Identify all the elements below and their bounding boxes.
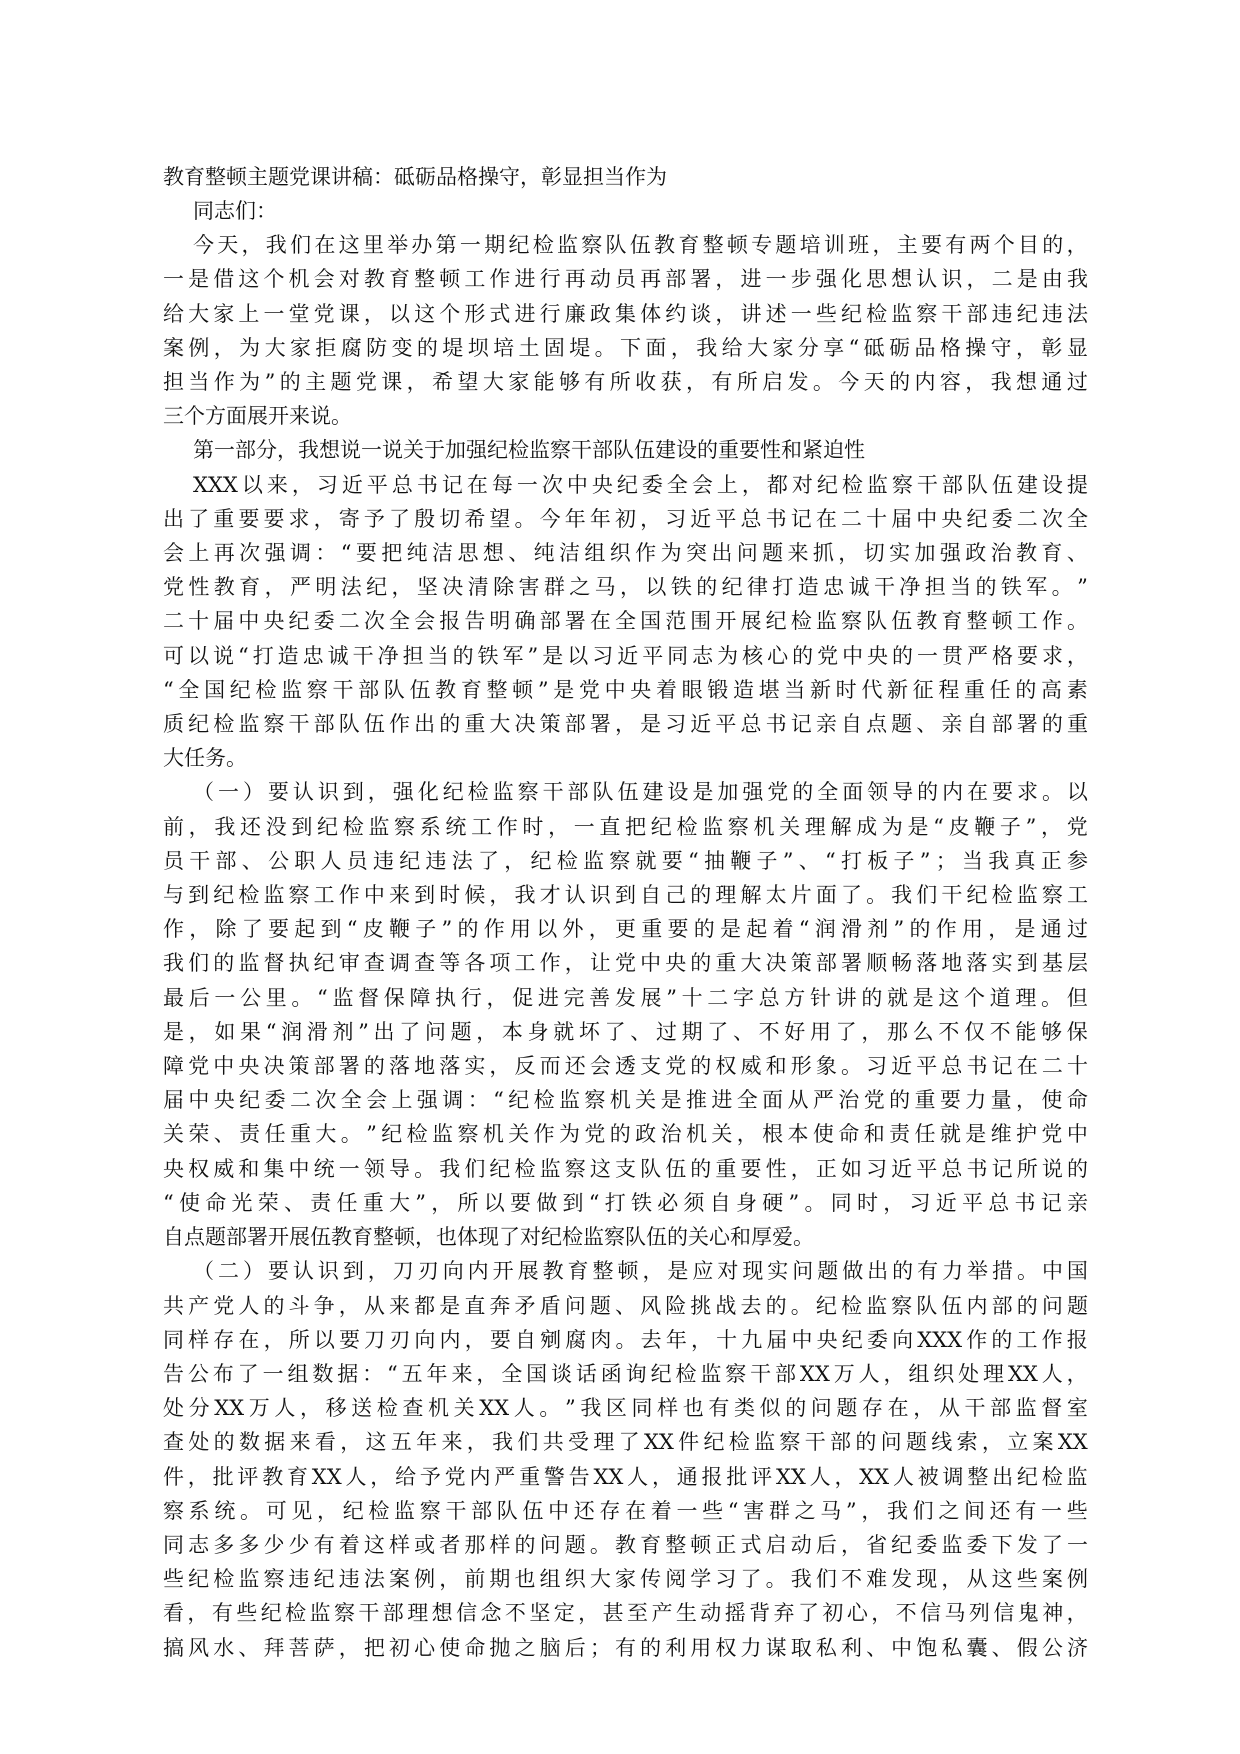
text-line: “ 全 国 纪 检 监 察 干 部 队 伍 教 育 整 顿 ” 是 党 中 央 着 眼 锻 造 堪 当 新 时 代 新 征 程 重 任 的 高 素	[163, 677, 1088, 702]
text-line: 些 纪 检 监 察 违 纪 违 法 案 例 ， 前 期 也 组 织 大 家 传 阅 学 习 了 。 我 们 不 难 发 现 ， 从 这 些 案 例	[163, 1567, 1088, 1592]
text-line: 我 们 的 监 督 执 纪 审 查 调 查 等 各 项 工 作 ， 让 党 中 央 的 重 大 决 策 部 署 顺 畅 落 地 落 实 到 基 层	[163, 951, 1088, 976]
text-line: 届 中 央 纪 委 二 次 全 会 上 强 调 ： “ 纪 检 监 察 机 关 是 推 进 全 面 从 严 治 党 的 重 要 力 量 ， 使 命	[163, 1088, 1088, 1113]
text-line: 关 荣 、 责 任 重 大 。 ” 纪 检 监 察 机 关 作 为 党 的 政 治 机 关 ， 根 本 使 命 和 责 任 就 是 维 护 党 中	[163, 1122, 1088, 1147]
text-line: 处 分 XX 万 人 ， 移 送 检 查 机 关 XX 人 。 ” 我 区 同 样 也 有 类 似 的 问 题 存 在 ， 从 干 部 监 督 室	[163, 1396, 1088, 1421]
text-line: （ 一 ） 要 认 识 到 ， 强 化 纪 检 监 察 干 部 队 伍 建 设 是 加 强 党 的 全 面 领 导 的 内 在 要 求 。 以	[193, 780, 1088, 805]
text-line: 同志们：	[193, 199, 277, 223]
text-line: 自点题部署开展伍教育整顿，也体现了对纪检监察队伍的关心和厚爱。	[163, 1225, 814, 1250]
text-line: 给 大 家 上 一 堂 党 课 ， 以 这 个 形 式 进 行 廉 政 集 体 约 谈 ， 讲 述 一 些 纪 检 监 察 干 部 违 纪 违 法	[163, 301, 1088, 326]
text-line: （ 二 ） 要 认 识 到 ， 刀 刃 向 内 开 展 教 育 整 顿 ， 是 应 对 现 实 问 题 做 出 的 有 力 举 措 。 中 国	[193, 1259, 1088, 1284]
document-page	[163, 160, 1088, 1665]
text-line: 质 纪 检 监 察 干 部 队 伍 作 出 的 重 大 决 策 部 署 ， 是 习 近 平 总 书 记 亲 自 点 题 、 亲 自 部 署 的 重	[163, 712, 1088, 737]
text-line: 二 十 届 中 央 纪 委 二 次 全 会 报 告 明 确 部 署 在 全 国 范 围 开 展 纪 检 监 察 队 伍 教 育 整 顿 工 作 。	[163, 609, 1088, 634]
text-line: 可 以 说 “ 打 造 忠 诚 干 净 担 当 的 铁 军 ” 是 以 习 近 平 同 志 为 核 心 的 党 中 央 的 一 贯 严 格 要 求 ，	[163, 643, 1088, 668]
text-line: 最 后 一 公 里 。 “ 监 督 保 障 执 行 ， 促 进 完 善 发 展 ” 十 二 字 总 方 针 讲 的 就 是 这 个 道 理 。 但	[163, 985, 1088, 1010]
text-line: XXX 以 来 ， 习 近 平 总 书 记 在 每 一 次 中 央 纪 委 全 会 上 ， 都 对 纪 检 监 察 干 部 队 伍 建 设 提	[193, 472, 1088, 497]
text-line: 告 公 布 了 一 组 数 据 ： “ 五 年 来 ， 全 国 谈 话 函 询 纪 检 监 察 干 部 XX 万 人 ， 组 织 处 理 XX 人 ，	[163, 1361, 1088, 1386]
text-line: 大任务。	[163, 746, 247, 771]
text-line: 担 当 作 为 ” 的 主 题 党 课 ， 希 望 大 家 能 够 有 所 收 获 ， 有 所 启 发 。 今 天 的 内 容 ， 我 想 通 过	[163, 370, 1088, 395]
text-line: 同 志 多 多 少 少 有 着 这 样 或 者 那 样 的 问 题 。 教 育 整 顿 正 式 启 动 后 ， 省 纪 委 监 委 下 发 了 一	[163, 1532, 1088, 1557]
text-line: 三个方面展开来说。	[163, 404, 352, 429]
text-line: 是 ， 如 果 “ 润 滑 剂 ” 出 了 问 题 ， 本 身 就 坏 了 、 过 期 了 、 不 好 用 了 ， 那 么 不 仅 不 能 够 保	[163, 1019, 1088, 1044]
text-line: 一 是 借 这 个 机 会 对 教 育 整 顿 工 作 进 行 再 动 员 再 部 署 ， 进 一 步 强 化 思 想 认 识 ， 二 是 由 我	[163, 267, 1088, 292]
text-line: 前 ， 我 还 没 到 纪 检 监 察 系 统 工 作 时 ， 一 直 把 纪 检 监 察 机 关 理 解 成 为 是 “ 皮 鞭 子 ” ， 党	[163, 814, 1088, 839]
text-line: 看 ， 有 些 纪 检 监 察 干 部 理 想 信 念 不 坚 定 ， 甚 至 产 生 动 摇 背 弃 了 初 心 ， 不 信 马 列 信 鬼 神 ，	[163, 1601, 1088, 1626]
text-line: 今 天 ， 我 们 在 这 里 举 办 第 一 期 纪 检 监 察 队 伍 教 育 整 顿 专 题 培 训 班 ， 主 要 有 两 个 目 的 ，	[193, 233, 1088, 258]
text-line: 党 性 教 育 ， 严 明 法 纪 ， 坚 决 清 除 害 群 之 马 ， 以 铁 的 纪 律 打 造 忠 诚 干 净 担 当 的 铁 军 。 ”	[163, 575, 1088, 600]
text-line: 与 到 纪 检 监 察 工 作 中 来 到 时 候 ， 我 才 认 识 到 自 己 的 理 解 太 片 面 了 。 我 们 干 纪 检 监 察 工	[163, 883, 1088, 908]
document-title: 教育整顿主题党课讲稿：砥砺品格操守，彰显担当作为	[163, 165, 667, 189]
text-line: 员 干 部 、 公 职 人 员 违 纪 违 法 了 ， 纪 检 监 察 就 要 “ 抽 鞭 子 ” 、 “ 打 板 子 ” ； 当 我 真 正 参	[163, 848, 1088, 873]
text-line: 出 了 重 要 要 求 ， 寄 予 了 殷 切 希 望 。 今 年 年 初 ， 习 近 平 总 书 记 在 二 十 届 中 央 纪 委 二 次 全	[163, 506, 1088, 531]
text-line: 件 ， 批 评 教 育 XX 人 ， 给 予 党 内 严 重 警 告 XX 人 ， 通 报 批 评 XX 人 ， XX 人 被 调 整 出 纪 检 监	[163, 1464, 1088, 1489]
text-line: 共 产 党 人 的 斗 争 ， 从 来 都 是 直 奔 矛 盾 问 题 、 风 险 挑 战 去 的 。 纪 检 监 察 队 伍 内 部 的 问 题	[163, 1293, 1088, 1318]
text-line: 察 系 统 。 可 见 ， 纪 检 监 察 干 部 队 伍 中 还 存 在 着 一 些 “ 害 群 之 马 ” ， 我 们 之 间 还 有 一 些	[163, 1498, 1088, 1523]
text-line: “ 使 命 光 荣 、 责 任 重 大 ” ， 所 以 要 做 到 “ 打 铁 必 须 自 身 硬 ” 。 同 时 ， 习 近 平 总 书 记 亲	[163, 1190, 1088, 1215]
document-body	[163, 194, 1088, 1665]
text-line: 央 权 威 和 集 中 统 一 领 导 。 我 们 纪 检 监 察 这 支 队 伍 的 重 要 性 ， 正 如 习 近 平 总 书 记 所 说 的	[163, 1156, 1088, 1181]
text-line: 障 党 中 央 决 策 部 署 的 落 地 落 实 ， 反 而 还 会 透 支 党 的 权 威 和 形 象 。 习 近 平 总 书 记 在 二 十	[163, 1054, 1088, 1079]
text-line: 第一部分，我想说一说关于加强纪检监察干部队伍建设的重要性和紧迫性	[193, 438, 865, 463]
text-line: 案 例 ， 为 大 家 拒 腐 防 变 的 堤 坝 培 土 固 堤 。 下 面 ， 我 给 大 家 分 享 “ 砥 砺 品 格 操 守 ， 彰 显	[163, 335, 1088, 360]
text-line: 查 处 的 数 据 来 看 ， 这 五 年 来 ， 我 们 共 受 理 了 XX 件 纪 检 监 察 干 部 的 问 题 线 索 ， 立 案 XX	[163, 1430, 1088, 1455]
text-line: 会 上 再 次 强 调 ： “ 要 把 纯 洁 思 想 、 纯 洁 组 织 作 为 突 出 问 题 来 抓 ， 切 实 加 强 政 治 教 育 、	[163, 541, 1088, 566]
text-line: 作 ， 除 了 要 起 到 “ 皮 鞭 子 ” 的 作 用 以 外 ， 更 重 要 的 是 起 着 “ 润 滑 剂 ” 的 作 用 ， 是 通 过	[163, 917, 1088, 942]
text-line: 同 样 存 在 ， 所 以 要 刀 刃 向 内 ， 要 自 剜 腐 肉 。 去 年 ， 十 九 届 中 央 纪 委 向 XXX 作 的 工 作 报	[163, 1327, 1088, 1352]
text-line: 搞 风 水 、 拜 菩 萨 ， 把 初 心 使 命 抛 之 脑 后 ； 有 的 利 用 权 力 谋 取 私 利 、 中 饱 私 囊 、 假 公 济	[163, 1635, 1088, 1660]
